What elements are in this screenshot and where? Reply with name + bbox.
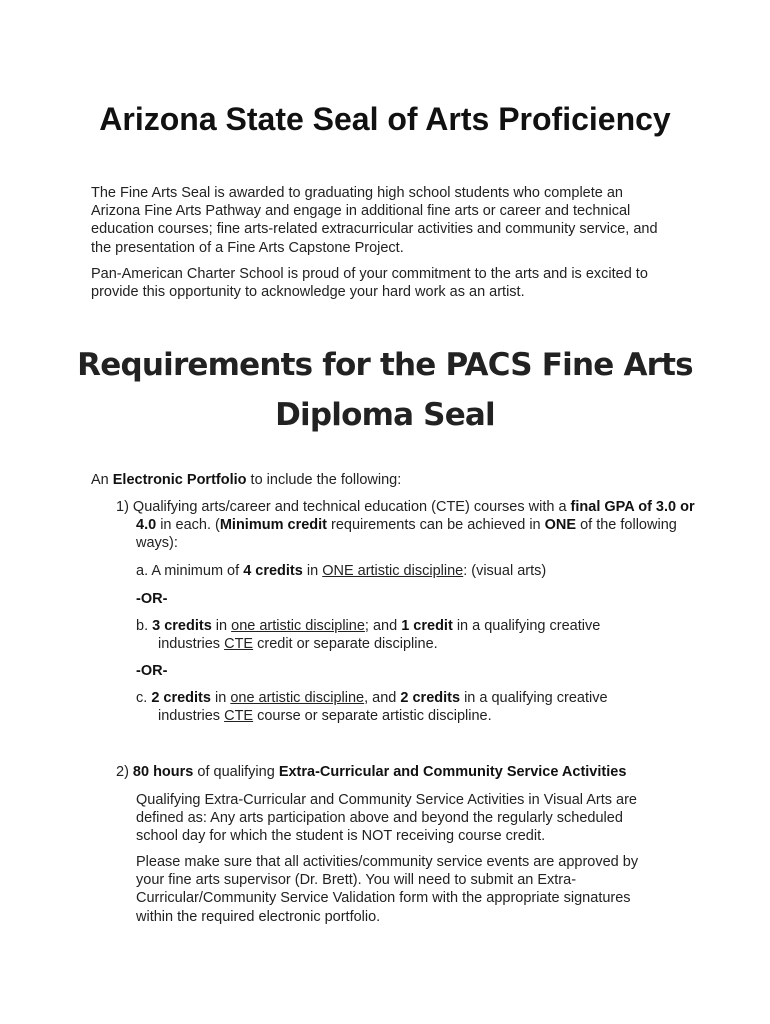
page-title: Arizona State Seal of Arts Proficiency	[99, 101, 671, 137]
or-separator: -OR-	[136, 663, 168, 679]
or-separator: -OR-	[136, 591, 168, 607]
requirement-2-definition: Qualifying Extra-Curricular and Community Service Activities in Visual Arts are defined as: Any arts participation above and beyond the regularly scheduled school day for which the student is NOT receiving course credit.	[136, 792, 637, 845]
requirement-2-instructions: Please make sure that all activities/community service events are approved by your fine arts supervisor (Dr. Brett). You will need to submit an Extra-Curricular/Community Service Validation form with the appropriate signatures within the required electronic portfolio.	[136, 854, 639, 925]
intro-paragraph: The Fine Arts Seal is awarded to graduating high school students who complete an Arizona Fine Arts Pathway and engage in additional fine arts or career and technical education courses; fine arts-related extracurricular activities and community service, and the presentation of a Fine Arts Capstone Project.	[91, 185, 658, 256]
option-c: c. 2 credits in one artistic discipline, and 2 credits in a qualifying creative industries CTE course or separate artistic discipline.	[136, 690, 608, 725]
requirement-2: 2) 80 hours of qualifying Extra-Curricular and Community Service Activities	[116, 764, 627, 780]
portfolio-line: An Electronic Portfolio to include the following:	[91, 472, 402, 488]
requirement-1: 1) Qualifying arts/career and technical education (CTE) courses with a final GPA of 3.0 or 4.0 in each. (Minimum credit requirements can be achieved in ONE of the following ways):	[116, 499, 695, 552]
option-b: b. 3 credits in one artistic discipline; and 1 credit in a qualifying creative industries CTE credit or separate discipline.	[136, 618, 601, 653]
option-a: a. A minimum of 4 credits in ONE artistic discipline: (visual arts)	[136, 563, 547, 579]
section-heading: Requirements for the PACS Fine Arts Diploma Seal	[77, 347, 693, 433]
intro-paragraph-2: Pan-American Charter School is proud of your commitment to the arts and is excited to provide this opportunity to acknowledge your hard work as an artist.	[91, 266, 648, 301]
